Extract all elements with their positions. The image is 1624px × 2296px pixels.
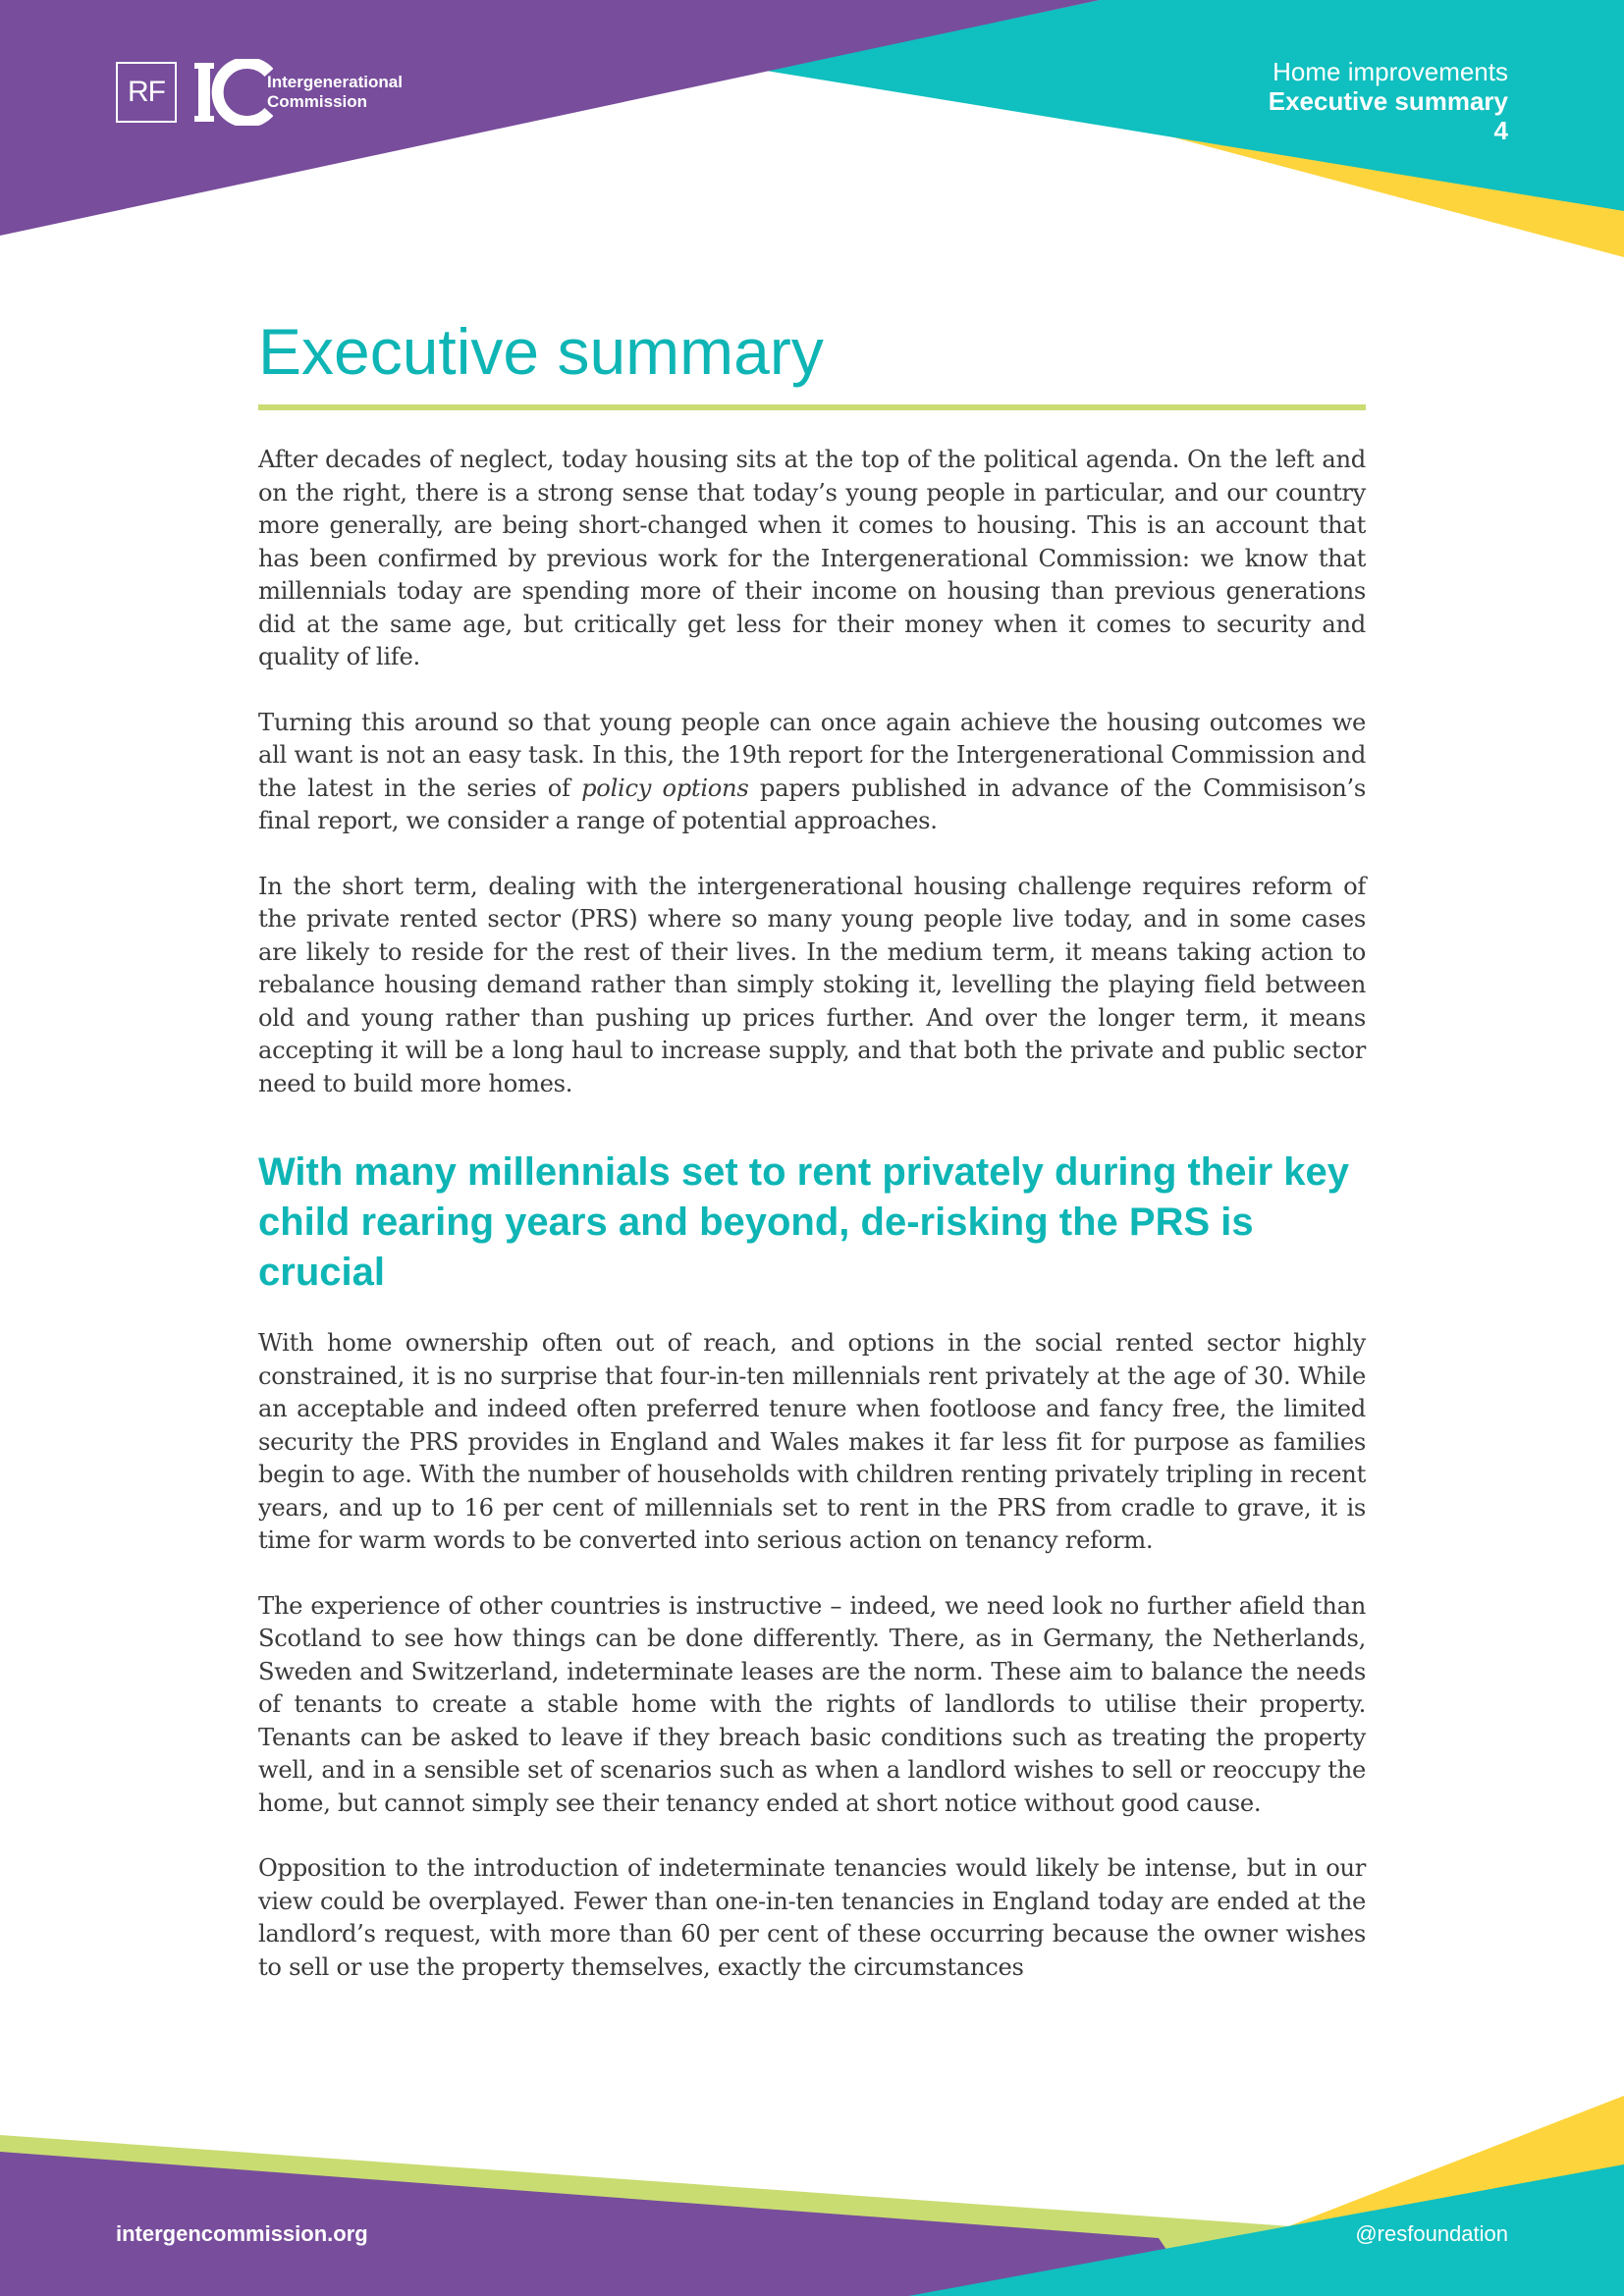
intro-paragraph-2: Turning this around so that young people can once again achieve the housing outcomes we all want is not an easy task. In this, the 19th report for the Intergenerational Commission and the latest in the series of policy options papers published in advance of the Commisison’s final report, we consider a range of potential approaches. xyxy=(258,708,1367,834)
intro-paragraph-1: After decades of neglect, today housing sits at the top of the political agenda. On the left and on the right, there is a strong sense that today’s young people in particular, and our country more generally, are being short-changed when it comes to housing. This is an account that has been confirmed by previous work for the Intergenerational Commission: we know that millennials today are spending more of their income on housing than previous generations did at the same age, but critically get less for their money when it comes to security and quality of life. xyxy=(258,446,1366,670)
section-paragraph-3: Opposition to the introduction of indeterminate tenancies would likely be intense, but in our view could be overplayed. Fewer than one-in-ten tenancies in England today are ended at the landlord’s request, with more than 60 per cent of these occurring because the owner wishes to sell or use the property themselves, exactly the circumstances xyxy=(258,1854,1366,1981)
section-paragraph-1: With home ownership often out of reach, and options in the social rented sector highly constrained, it is no surprise that four-in-ten millennials rent privately at the age of 30. While an acceptable and indeed often preferred tenure when footloose and fancy free, the limited security the PRS provides in England and Wales makes it far less fit for purpose as families begin to age. With the number of households with children renting privately tripling in recent years, and up to 16 per cent of millennials set to rent in the PRS from cradle to grave, it is time for warm words to be converted into serious action on tenancy reform. xyxy=(258,1329,1366,1554)
intro-paragraph-3: In the short term, dealing with the intergenerational housing challenge requires reform of the private rented sector (PRS) where so many young people live today, and in some cases are likely to reside for the rest of their lives. In the medium term, it means taking action to rebalance housing demand rather than simply stoking it, levelling the playing field between old and young rather than pushing up prices further. And over the longer term, it means accepting it will be a long haul to increase supply, and that both the private and public sector need to build more homes. xyxy=(258,872,1366,1097)
report-title: Home improvements xyxy=(1272,57,1508,86)
section-paragraph-2: The experience of other countries is instructive – indeed, we need look no further afield than Scotland to see how things can be done differently. There, as in Germany, the Netherlands, Sweden and Switzerland, indeterminate leases are the norm. These aim to balance the needs of tenants to create a stable home with the rights of landlords to utilise their property. Tenants can be asked to leave if they breach basic conditions such as treating the property well, and in a sensible set of scenarios such as when a landlord wishes to sell or reoccupy the home, but cannot simply see their tenancy ended at short notice without good cause. xyxy=(258,1591,1366,1817)
page-number: 4 xyxy=(1493,116,1508,145)
intergenerational-commission-logo-mark xyxy=(194,59,273,126)
running-head xyxy=(1269,57,1508,145)
footer-social-handle[interactable]: @resfoundation xyxy=(1355,2221,1508,2246)
logo-name-line2: Commission xyxy=(267,92,368,111)
page-title: Executive summary xyxy=(258,315,824,388)
main-content xyxy=(258,312,1366,2016)
section-name: Executive summary xyxy=(1268,86,1508,116)
commission-logo-text xyxy=(267,73,403,112)
policy-options-emphasis: policy options xyxy=(581,774,749,802)
section-subheading: With many millennials set to rent privately during their key child rearing years and beyond, de-risking the PRS is crucial xyxy=(258,1150,1350,1294)
logo-name-line1: Intergenerational xyxy=(267,73,403,91)
resolution-foundation-logo: RF xyxy=(116,62,177,123)
footer-website-link[interactable]: intergencommission.org xyxy=(116,2221,368,2246)
title-divider xyxy=(258,404,1366,410)
